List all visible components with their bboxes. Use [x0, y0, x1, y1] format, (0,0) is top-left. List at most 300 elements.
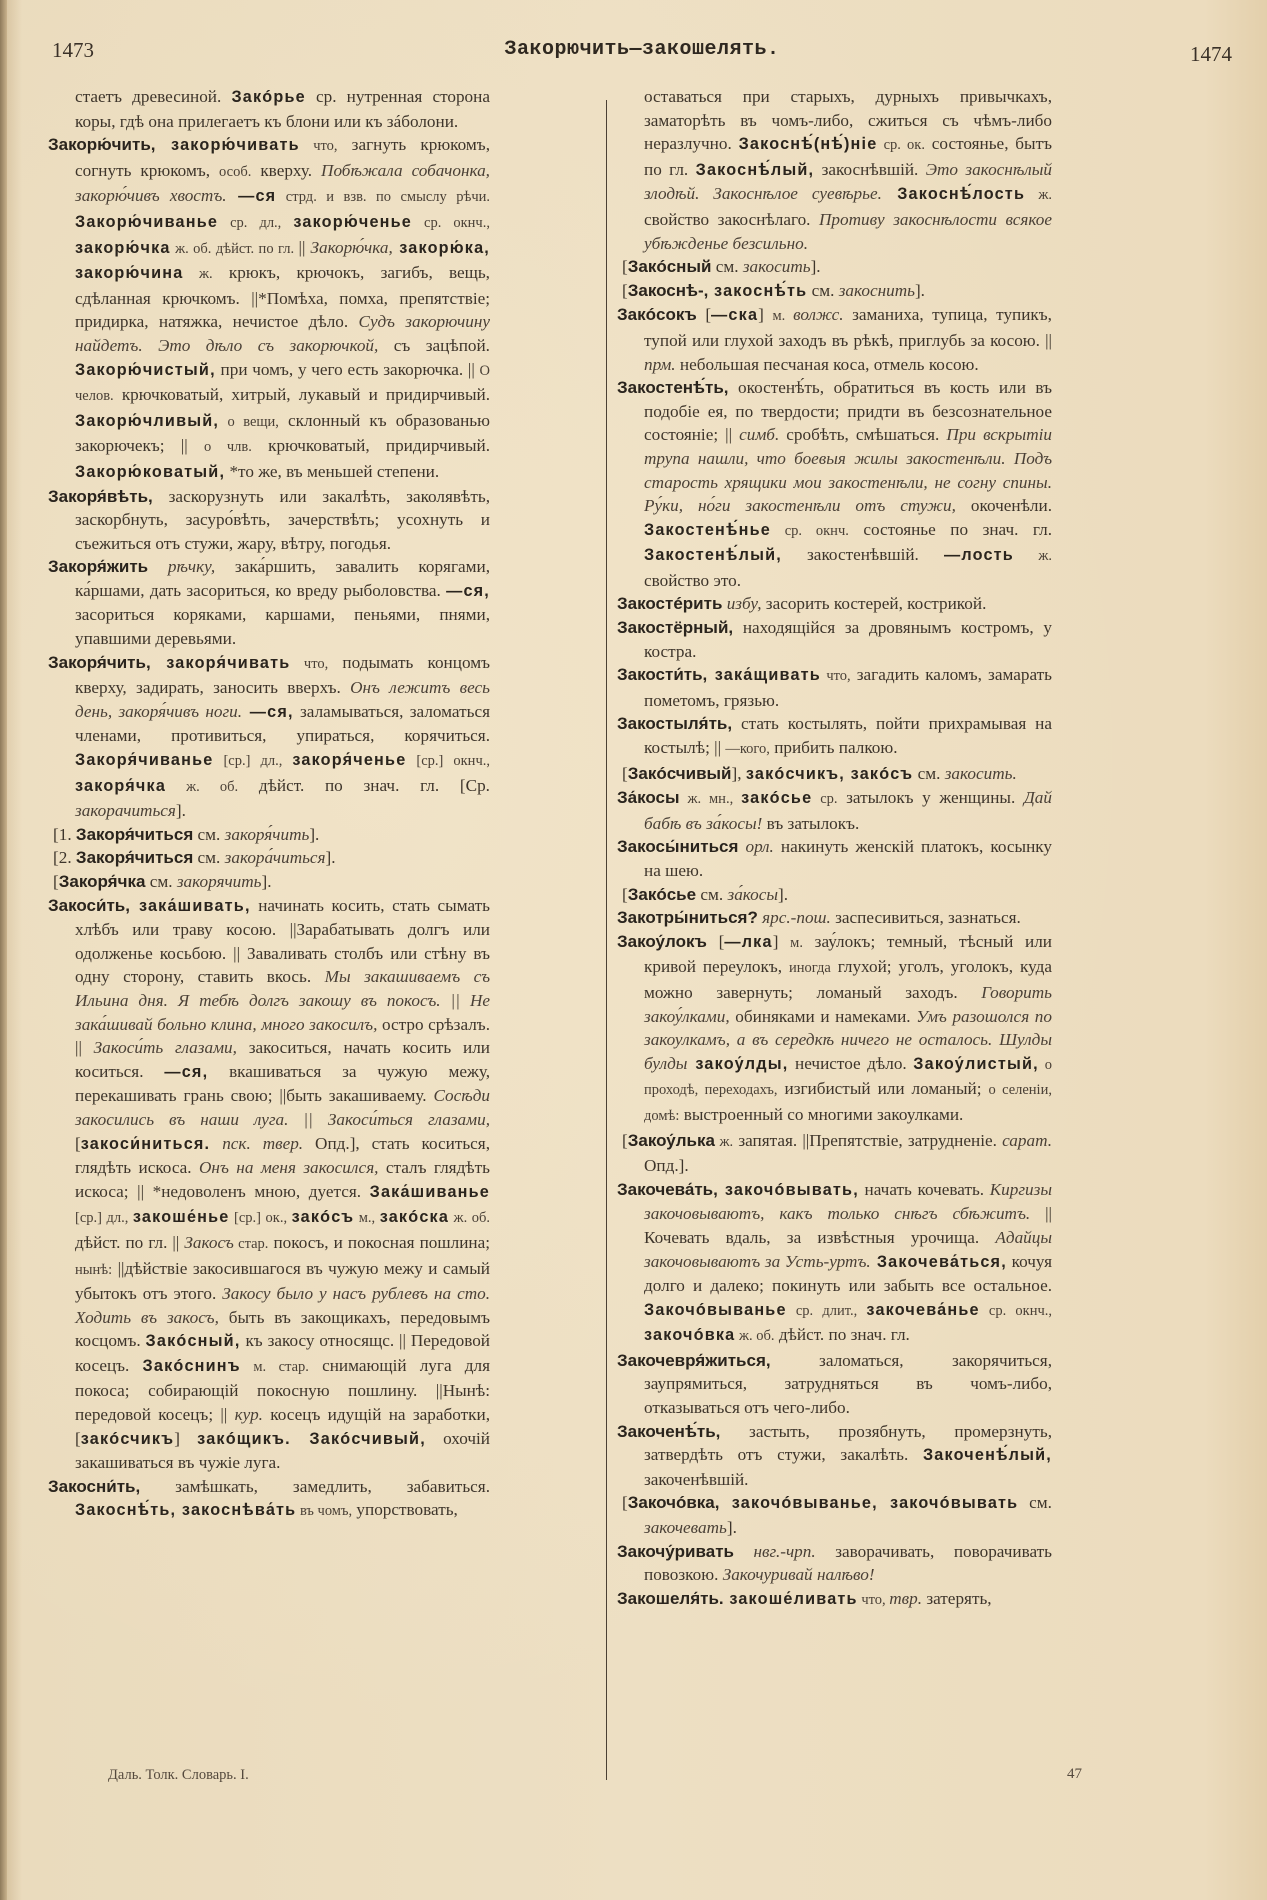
definition-text: засориться корякaми, каршами, пеньями, пнями, упавшими деревьями. — [75, 605, 490, 649]
definition-text: затылокъ у женщины. — [837, 788, 1024, 808]
definition-text: ]. — [914, 280, 925, 300]
definition-text: || — [298, 237, 311, 257]
dictionary-entry — [617, 712, 1052, 761]
derived-form: Закорю́чиванье — [75, 212, 219, 231]
dictionary-entry — [617, 1129, 1052, 1178]
grammar-label: м. стар. — [240, 1358, 309, 1375]
grammar-label: ж. об. — [449, 1210, 490, 1227]
headword: Закóсчивый — [627, 763, 732, 783]
headword: Закоу́лька — [627, 1130, 715, 1150]
definition-text: обиняками и намеками. — [729, 1006, 917, 1026]
definition-text: ]. — [726, 1518, 737, 1538]
definition-text: см. — [193, 824, 225, 844]
definition-text: упорствовать, — [352, 1500, 458, 1520]
definition-text: дѣйст. по знач. гл. — [774, 1325, 910, 1345]
definition-text: см. — [711, 257, 743, 277]
example-italic: закоря́чить — [224, 824, 310, 844]
derived-form: закоря́чка — [75, 776, 167, 795]
definition-text: [ — [622, 884, 628, 904]
definition-text: охочій закашиваться въ чужіе луга. — [75, 1428, 490, 1473]
example-italic: волжс. — [793, 305, 844, 325]
definition-text: см. — [696, 884, 728, 904]
grammar-label: что, — [290, 655, 329, 672]
headword: Закошеля́ть. — [617, 1588, 724, 1608]
page-header — [52, 38, 1232, 68]
definition-text: [ — [622, 280, 628, 300]
definition-text: см. — [807, 280, 839, 300]
headword: Закости́ть, — [617, 665, 708, 685]
derived-form: —лка — [724, 932, 773, 951]
definition-text: состоянье, бытъ по гл. — [644, 134, 1052, 179]
dictionary-entry — [48, 1475, 490, 1524]
grammar-label: ж. — [1013, 548, 1052, 565]
headword: Закочевря́житься, — [617, 1350, 771, 1370]
example-italic: закоснить — [838, 280, 915, 300]
headword: Закóсокъ — [617, 305, 697, 325]
example-italic: закора́читься — [224, 848, 326, 868]
derived-form: закоу́лды, — [687, 1054, 789, 1073]
definition-text: быть въ закощикахъ, передовымъ косцомъ. — [75, 1307, 490, 1351]
grammar-label: ср. длит., — [786, 1302, 867, 1319]
definition-text: ||Кочевать вдаль, за извѣстныя урочища. — [644, 1204, 1052, 1247]
dictionary-entry — [617, 616, 1052, 663]
headword: Закоря́читься — [75, 824, 194, 844]
grammar-label: м., — [354, 1210, 380, 1227]
example-italic: Закоси́ть глазами, — [93, 1038, 237, 1058]
sheet-number: 47 — [1067, 1766, 1082, 1782]
example-italic: закорячить — [176, 872, 262, 891]
definition-text: [ — [622, 763, 628, 783]
definition-text: изгибистый или ломаный; — [777, 1079, 989, 1099]
grammar-label: что, — [857, 1591, 890, 1608]
example-italic: симб. — [739, 425, 780, 445]
grammar-label: [ср.] окнч., — [406, 753, 490, 770]
definition-text: ]. — [309, 824, 320, 844]
definition-text: загнуть крюкомъ, согнуть крюкомъ, — [75, 135, 490, 180]
definition-text: [ — [622, 1130, 628, 1150]
grammar-label: нынѣ: — [75, 1261, 113, 1278]
definition-text: засорить костерей, кострикой. — [761, 594, 987, 614]
example-italic: избу, — [722, 594, 762, 614]
example-italic: рѣчку, — [148, 557, 216, 577]
derived-form: закочóвыванье, закочóвывать — [719, 1494, 1019, 1513]
derived-form: закоше́нье — [132, 1208, 230, 1227]
definition-text: косецъ идущій на заработки, [ — [75, 1405, 490, 1448]
definition-text: см. — [1018, 1493, 1052, 1513]
derived-form: Закóснинъ — [142, 1356, 241, 1375]
derived-form: Закорю́чливый, — [75, 411, 220, 430]
definition-text: находящійся за дровянымъ костромъ, у костра. — [644, 618, 1052, 661]
page-number-left: 1473 — [52, 38, 94, 62]
example-italic: Дай бабѣ въ за́косы! — [644, 788, 1052, 833]
grammar-label: ж. — [1025, 187, 1052, 204]
headword: Закоря́жить — [48, 557, 149, 577]
definition-text: оставаться при старыхъ, дурныхъ привычкахъ, заматорѣть въ чомъ-либо, сжиться съ чѣмъ-либо неразлучно. — [644, 87, 1052, 154]
grammar-label: [ср.] дл., — [75, 1210, 133, 1227]
definition-text: вкашиваться за чужую межу, перекашивать грань свою; ||быть закашиваему. — [75, 1061, 491, 1106]
dictionary-entry — [617, 279, 1052, 304]
derived-form: Закоря́чиванье — [75, 751, 214, 770]
derived-form: —ска — [711, 306, 759, 325]
grammar-label: ж. — [183, 266, 213, 283]
right-column — [617, 85, 1052, 1612]
definition-text: закоснѣвшій. — [814, 159, 926, 179]
definition-text: закоситься, начать косить или коситься. — [75, 1038, 490, 1081]
dictionary-entry — [617, 663, 1052, 712]
dictionary-entry — [617, 303, 1052, 376]
headword: Закочева́ть, — [617, 1179, 718, 1199]
headword: Закоченѣ́ть, — [617, 1421, 721, 1441]
definition-text: заманиха, тупица, тупикъ, тупой или глухой заходъ въ рѣкѣ, приглубь за косою. || — [644, 305, 1052, 350]
grammar-label: стрд. и взв. по смыслу рѣчи. — [276, 189, 490, 206]
definition-text: дѣйст. по гл. || — [75, 1232, 185, 1252]
definition-text: окостенѣ́ть, обратиться въ кость или въ подобіе ея, по твердости; придти въ безсознательное состояніе; || — [644, 378, 1052, 445]
derived-form: закочóвывать, — [717, 1180, 859, 1199]
definition-text: состоянье по знач. гл. — [848, 519, 1052, 539]
definition-text: [1. — [53, 824, 76, 844]
grammar-label: ср. окнч. — [770, 522, 849, 539]
derived-form: закоря́ченье — [292, 751, 407, 770]
definition-text: снимающій луга для покоса; собирающій покосную пошлину. ||Нынѣ: передовой косецъ; || — [75, 1355, 490, 1425]
example-italic: твр. — [889, 1588, 923, 1608]
definition-text: къ закосу относящс. || Передовой косецъ. — [75, 1331, 490, 1375]
definition-text: крючковатый, придирчивый. — [251, 436, 490, 456]
headword: Закóсье — [627, 884, 697, 904]
headword: Закоря́вѣть, — [48, 486, 153, 506]
grammar-label: м. — [790, 934, 803, 951]
dictionary-entry — [48, 555, 490, 650]
derived-form: Закоченѣ́лый, — [922, 1446, 1052, 1465]
dictionary-entry — [617, 835, 1052, 882]
definition-text: [ — [696, 305, 712, 325]
derived-form: закоси́ниться. — [80, 1134, 211, 1153]
definition-text: покосъ, и покосная пошлина; — [268, 1232, 490, 1252]
dictionary-entry — [617, 883, 1052, 907]
derived-form: закоснѣ́ть — [708, 281, 808, 300]
example-italic: Закосу было у насъ рублевъ на сто. Ходить въ закосъ, — [75, 1284, 490, 1327]
headword: Закостéрить — [617, 594, 723, 614]
headword: Закоря́чить, — [48, 652, 151, 672]
definition-text: при чомъ, у чего есть закорючка. || — [215, 359, 480, 379]
example-italic: кур. — [234, 1405, 263, 1425]
grammar-label: ср. окнч., — [412, 214, 490, 231]
running-title: Закорючить—закошелять. — [504, 38, 780, 61]
entry-continuation — [48, 85, 490, 133]
grammar-label: о члв. — [204, 439, 252, 456]
dictionary-entry — [617, 376, 1052, 592]
grammar-label: ж. — [714, 1133, 734, 1150]
definition-text: крючковатый, хитрый, лукавый и придирчивый. — [113, 385, 490, 405]
definition-text: закостенѣвшій. — [781, 545, 944, 565]
derived-form: закочева́нье — [866, 1300, 980, 1319]
derived-form: закоше́ливать — [723, 1589, 858, 1608]
headword: Закоси́ть, — [48, 895, 130, 915]
definition-text: замѣшкать, замедлить, забавиться. — [140, 1476, 490, 1496]
definition-text: *то же, въ меньшей степени. — [225, 461, 440, 481]
grammar-label: о проходѣ, переходахъ, — [644, 1056, 1052, 1099]
example-italic: закорачиться — [75, 801, 176, 821]
example-italic: Киргизы закочовываютъ, какъ только снѣгъ сбѣжитъ. — [644, 1179, 1052, 1224]
dictionary-entry — [617, 1420, 1052, 1492]
headword: Закочóвка, — [627, 1493, 720, 1513]
example-italic: Противу закоснѣлости всякое убѣжденье безсильно. — [644, 209, 1052, 253]
dictionary-entry — [617, 1540, 1052, 1587]
derived-form: закóсье — [741, 789, 813, 808]
dictionary-entry — [48, 870, 490, 894]
derived-form: Закóрье — [231, 88, 306, 106]
definition-text: заломаться, закорячиться, заупрямиться, затрудняться въ чомъ-либо, отказываться отъ чего-либо. — [644, 1350, 1052, 1418]
definition-text: ]. — [810, 257, 821, 277]
definition-text: Опд.], стать коситься, глядѣть искоса. — [75, 1133, 491, 1178]
definition-text: склонный къ образованью закорючекъ; || — [75, 410, 490, 456]
definition-text: ] — [758, 305, 773, 325]
dictionary-entry — [617, 1178, 1052, 1349]
dictionary-entry — [48, 894, 490, 1475]
example-italic: Судъ закорючину найдетъ. Это дѣло съ закорючкой, — [75, 312, 490, 355]
derived-form: —ся, — [446, 581, 490, 600]
derived-form: Закóсный, — [145, 1332, 241, 1351]
grammar-label: въ чомъ, — [296, 1503, 353, 1520]
grammar-label: особ. — [219, 163, 252, 180]
example-italic: ярс.-пош. — [757, 908, 831, 928]
example-italic: Мы закашиваемъ съ Ильина дня. Я тебѣ долгъ закошу въ покосъ. || Не зака́шивай больно клина, много закосилъ, — [75, 967, 491, 1034]
definition-text: зака́ршить, завалить корягами, ка́ршами, дать засориться, ко вреду рыболовства. — [75, 557, 490, 600]
book-spine-edge — [0, 0, 7, 1900]
column-divider — [606, 100, 607, 1780]
definition-text: нечистое дѣло. — [788, 1053, 914, 1073]
derived-form: закóсчикъ, закóсъ — [745, 764, 914, 783]
derived-form: зака́шивать, — [129, 896, 251, 915]
derived-form: зака́щивать — [707, 666, 821, 685]
headword: Закостыля́ть, — [617, 714, 733, 734]
definition-text: ||дѣйствіе закосившагося въ чужую межу и самый убытокъ отъ этого. — [75, 1258, 490, 1304]
dictionary-entry — [48, 823, 490, 847]
derived-form: Закостенѣ́лый, — [644, 546, 782, 565]
definition-text: см. — [913, 763, 945, 783]
dictionary-entry — [617, 786, 1052, 835]
definition-text: заворачивать, поворачивать повозкою. — [644, 1541, 1052, 1585]
definition-text: затерять, — [922, 1588, 992, 1608]
definition-text: ]. — [325, 848, 336, 868]
example-italic: Говорить закоу́лками, — [644, 982, 1052, 1026]
definition-text: ], — [731, 763, 746, 783]
definition-text: дѣйст. по знач. гл. [Ср. — [238, 775, 490, 795]
dictionary-entry — [617, 1587, 1052, 1613]
grammar-label: что, — [820, 668, 851, 685]
definition-text: ]. — [175, 801, 186, 821]
derived-form: Закоснѣ́ть, закоснѣва́ть — [75, 1501, 297, 1520]
derived-form: закóсчикъ — [80, 1429, 175, 1448]
grammar-label: ср. дл., — [218, 214, 294, 231]
derived-form: Закоснѣ́лый, — [695, 160, 815, 179]
definition-text: подымать концомъ кверху, задирать, заносить вверхъ. — [75, 652, 490, 698]
definition-text: свойство это. — [644, 570, 741, 590]
definition-text: см. — [145, 872, 177, 891]
derived-form: Закоснѣ́лость — [881, 185, 1026, 204]
definition-text: [2. — [53, 848, 76, 868]
definition-text: загадить каломъ, замарать пометомъ, грязью. — [644, 665, 1052, 710]
headword: Закосни́ть, — [48, 1476, 141, 1496]
example-italic: прм. — [644, 354, 676, 374]
dictionary-entry — [617, 255, 1052, 279]
example-italic: сарат. — [1002, 1130, 1052, 1150]
example-italic: закосить — [742, 257, 811, 277]
dictionary-entry — [617, 762, 1052, 787]
derived-form: закочóвка — [644, 1326, 736, 1345]
definition-text: свойство закоснѣлаго. — [644, 209, 819, 229]
grammar-label: [ср.] ок., — [229, 1210, 292, 1227]
definition-text: заскорузнуть или закалѣть, заколявѣть, заскорбнуть, засуро́вѣть, зачерствѣть; усохнуть и съежиться отъ стужи, жару, вѣтру, погодья. — [75, 486, 490, 553]
example-italic: Закорю́чка, — [310, 237, 393, 257]
example-italic: Закосъ — [184, 1232, 234, 1252]
grammar-label: стар. — [233, 1235, 269, 1252]
derived-form: закорю́чивать — [155, 136, 300, 155]
grammar-label: ср. окнч., — [979, 1302, 1052, 1319]
example-italic: Побѣжала собачонка, закорю́чивъ хвостъ. — [75, 160, 490, 206]
definition-text: зау́локъ; темный, тѣсный или кривой переулокъ, — [644, 931, 1052, 977]
headword: Закоу́локъ — [617, 931, 707, 951]
grammar-label: ср. — [812, 791, 838, 808]
headword: Закоря́чка — [58, 872, 146, 891]
derived-form: закорю́чка — [75, 238, 171, 257]
headword: Закоря́читься — [75, 848, 194, 868]
headword: Закостенѣ́ть, — [617, 378, 729, 398]
definition-text: [ — [622, 1493, 628, 1513]
headword: Закосы́ниться — [617, 837, 739, 857]
grammar-label: ср. ок. — [877, 137, 925, 154]
definition-text: начать кочевать. — [858, 1179, 990, 1199]
example-italic: нвг.-чрп. — [733, 1541, 816, 1561]
definition-text: ]. — [778, 884, 789, 904]
grammar-label: ж. мн., — [679, 791, 742, 808]
definition-text: крюкъ, крючокъ, загибъ, вещь, сдѣланная крючкомъ. ||*Помѣха, помха, препятствіе; придирка, натяжка, нечистое дѣло. — [75, 263, 490, 332]
entry-continuation — [617, 85, 1052, 255]
definition-text: сробѣть, смѣшаться. — [779, 425, 947, 445]
definition-text: стать костылять, пойти прихрамывая на костылѣ; || — [644, 714, 1052, 758]
derived-form: Закорю́коватый, — [75, 462, 226, 481]
example-italic: Адайцы закочовываютъ за Усть-уртъ. — [644, 1227, 1052, 1271]
definition-text: прибить палкою. — [769, 738, 898, 758]
grammar-label: м. — [772, 308, 794, 325]
derived-form: закóщикъ. Закóсчивый, — [197, 1429, 426, 1448]
derived-form: —ся, — [164, 1062, 209, 1081]
derived-form: закóсъ — [291, 1208, 355, 1227]
headword: Закостёрный, — [617, 618, 734, 638]
headword: Закоснѣ-, — [627, 280, 709, 300]
headword: Закочу́ривать — [617, 1541, 734, 1561]
derived-form: —ся, — [242, 702, 294, 721]
grammar-label: ж. об. — [166, 778, 239, 795]
definition-text: заспесивиться, зазнаться. — [830, 908, 1021, 928]
dictionary-entry — [617, 930, 1052, 1129]
dictionary-entry — [48, 133, 490, 484]
definition-text: въ затылокъ. — [762, 813, 860, 833]
grammar-label: ж. об. — [735, 1328, 775, 1345]
grammar-label: о селеніи, домѣ: — [644, 1082, 1052, 1124]
derived-form: Закорю́чистый, — [75, 360, 216, 379]
example-italic: закосить. — [944, 763, 1017, 783]
example-italic: орл. — [738, 837, 774, 857]
grammar-label: ж. об. дѣйст. по гл. — [170, 240, 299, 257]
example-italic: Закочуривай налѣво! — [722, 1565, 875, 1585]
headword: За́косы — [617, 788, 680, 808]
printer-signature: Даль. Толк. Словарь. I. — [108, 1767, 249, 1783]
example-italic: Онъ на меня закосился, — [199, 1158, 379, 1178]
definition-text: ср. нутренная сторона коры, гдѣ она прилегаетъ къ блони или къ зáболони. — [75, 87, 490, 131]
grammar-label: О челов. — [75, 362, 490, 405]
definition-text: Опд.]. — [644, 1156, 689, 1176]
grammar-label: о вещи, — [219, 413, 279, 430]
definition-text: начинать косить, стать сымать хлѣбъ или траву косою. ||Зарабатывать долгъ или одолженье косьбою. || Заваливать столбъ или стѣну въ одну сторону, ставить вкось. — [75, 895, 490, 987]
definition-text: застыть, прозябнуть, промерзнуть, затвердѣть отъ стужи, закалѣть. — [644, 1421, 1052, 1465]
example-italic: за́косы — [727, 884, 779, 904]
definition-text: ] — [772, 931, 791, 951]
derived-form: закорю́ченье — [293, 212, 412, 231]
definition-text: [ — [622, 257, 628, 277]
example-italic: Сосѣди закосились въ наши луга. || Закоси́ться глазами, — [75, 1086, 490, 1129]
definition-text: [ — [706, 931, 725, 951]
dictionary-entry — [617, 1491, 1052, 1539]
definition-text: выстроенный со многими закоулками. — [679, 1104, 964, 1124]
dictionary-entry — [617, 1349, 1052, 1420]
definition-text: небольшая песчаная коса, отмель косою. — [675, 354, 979, 374]
definition-text: накинуть женскій платокъ, косынку на шею. — [644, 837, 1052, 880]
dictionary-entry — [48, 846, 490, 870]
definition-text: см. — [193, 848, 225, 868]
derived-form: Закостенѣ́нье — [644, 520, 771, 539]
example-italic: Умъ разошолся по закоулкамъ, а въ середкѣ ничего не осталось. Шулды булды — [644, 1006, 1052, 1073]
derived-form: Зака́шиванье — [369, 1182, 490, 1201]
headword: Закотры́ниться? — [617, 908, 758, 928]
grammar-label: что, — [299, 138, 338, 155]
derived-form: —ся — [226, 187, 277, 206]
page-number-right: 1474 — [1190, 42, 1232, 66]
definition-text: закоченѣвшій. — [644, 1469, 749, 1489]
example-italic: Это закоснѣлый злодѣй. Закоснѣлое суевѣрье. — [644, 159, 1053, 204]
definition-text: сталъ глядѣть искоса; || *недоволенъ мною, дуется. — [75, 1158, 490, 1201]
left-column — [48, 85, 490, 1524]
definition-text: [ — [53, 872, 59, 891]
dictionary-entry — [617, 592, 1052, 616]
dictionary-entry — [48, 651, 490, 823]
grammar-label: иногда — [788, 960, 831, 977]
grammar-label: —кого, — [725, 741, 770, 758]
example-italic: Онъ лежитъ весь день, закоря́чивъ ноги. — [75, 678, 490, 721]
headword: Закорю́чить, — [48, 135, 156, 155]
definition-text: кверху. — [251, 160, 322, 180]
derived-form: закóска — [379, 1208, 450, 1227]
definition-text: глухой; уголъ, уголокъ, куда можно завернуть; ломаный заходъ. — [644, 957, 1052, 1002]
definition-text: стаетъ древесиной. — [75, 87, 232, 106]
definition-text: остро срѣзалъ. || — [75, 1014, 490, 1058]
example-italic: закочевать — [644, 1518, 727, 1538]
derived-form: Закоснѣ́(нѣ́)ніе — [738, 135, 878, 154]
derived-form: Закочóвыванье — [644, 1300, 787, 1319]
definition-text: окоченѣли. — [955, 496, 1052, 516]
dictionary-entry — [617, 906, 1052, 930]
example-italic: пск. твер. — [210, 1133, 304, 1153]
grammar-label: [ср.] дл., — [213, 753, 293, 770]
derived-form: —лость — [943, 546, 1014, 565]
dictionary-entry — [48, 485, 490, 556]
definition-text: ]. — [261, 872, 272, 891]
example-italic: При вскрытіи трупа нашли, что боевыя жилы закостенѣли. Подъ старость хрящики мои закостенѣли, не согну спины. Ру́ки, но́ги закостенѣли отъ стужи, — [644, 425, 1052, 516]
derived-form: закорю́ка, закорю́чина — [75, 238, 490, 283]
definition-text: заламываться, заломаться членами, противиться, упираться, корячиться. — [75, 701, 490, 746]
derived-form: Закоу́листый, — [913, 1054, 1039, 1073]
derived-form: закоря́чивать — [150, 653, 291, 672]
derived-form: Закочева́ться, — [870, 1252, 1007, 1271]
